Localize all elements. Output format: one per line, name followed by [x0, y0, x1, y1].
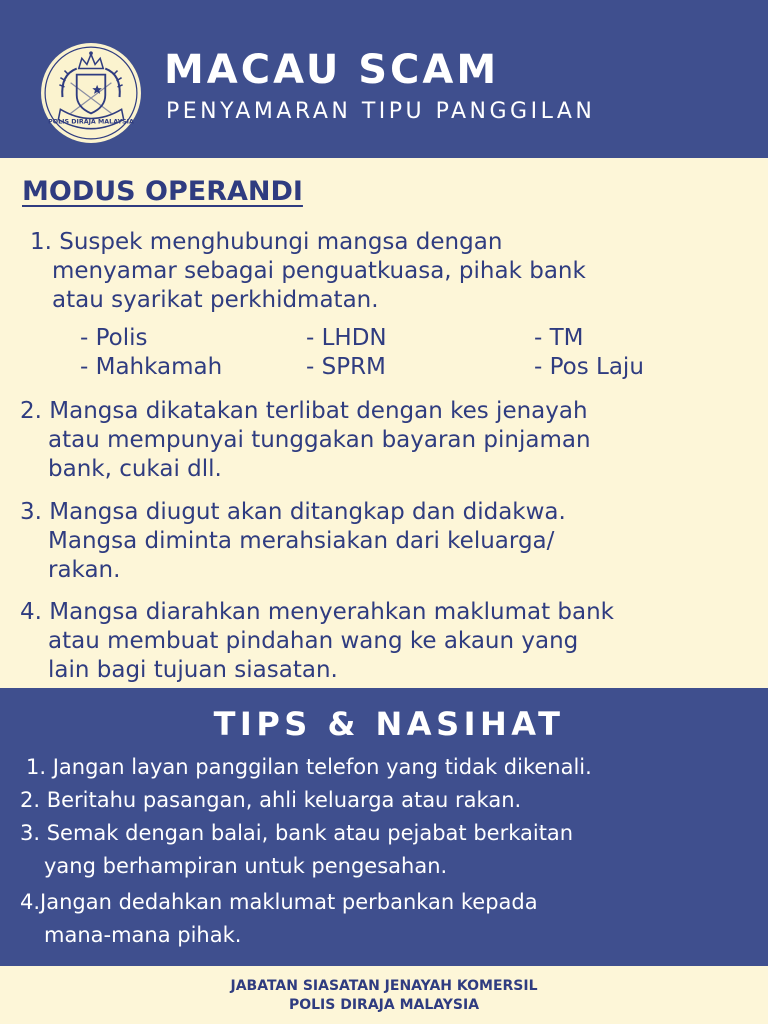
agency-item: - LHDN: [306, 325, 387, 351]
step-line: 2. Mangsa dikatakan terlibat dengan kes jenayah: [20, 398, 588, 424]
tip-line: mana-mana pihak.: [44, 923, 242, 947]
page-subtitle: PENYAMARAN TIPU PANGGILAN: [166, 99, 596, 124]
tip-item-4: [20, 886, 538, 952]
step-line: lain bagi tujuan siasatan.: [48, 657, 338, 683]
agency-item: - Pos Laju: [534, 354, 644, 380]
tip-line: 3. Semak dengan balai, bank atau pejabat berkaitan: [20, 821, 574, 845]
tip-item-2: [20, 784, 521, 817]
tip-item-3: [20, 817, 573, 883]
tip-item-1: [26, 751, 592, 784]
step-line: 3. Mangsa diugut akan ditangkap dan didakwa.: [20, 499, 566, 525]
tip-line: 2. Beritahu pasangan, ahli keluarga atau rakan.: [20, 788, 522, 812]
agency-item: - TM: [534, 325, 584, 351]
step-line: menyamar sebagai penguatkuasa, pihak bank: [52, 258, 586, 284]
page-title: MACAU SCAM: [164, 47, 500, 93]
agency-item: - Mahkamah: [80, 354, 223, 380]
step-line: atau membuat pindahan wang ke akaun yang: [48, 628, 579, 654]
agency-item: - SPRM: [306, 354, 386, 380]
step-line: atau mempunyai tunggakan bayaran pinjaman: [48, 427, 591, 453]
footer: [0, 966, 768, 1024]
footer-department: JABATAN SIASATAN JENAYAH KOMERSIL: [230, 978, 538, 994]
step-line: bank, cukai dll.: [48, 456, 222, 482]
footer-organization: POLIS DIRAJA MALAYSIA: [288, 997, 480, 1013]
modus-step-2: [20, 397, 591, 484]
step-line: 4. Mangsa diarahkan menyerahkan maklumat bank: [20, 599, 614, 625]
step-line: rakan.: [48, 557, 121, 583]
tips-heading: TIPS & NASIHAT: [213, 705, 565, 743]
modus-step-1: [30, 228, 586, 315]
step-line: Mangsa diminta merahsiakan dari keluarga/: [48, 528, 555, 554]
agency-item: - Polis: [80, 325, 148, 351]
police-crest-icon: [40, 42, 142, 144]
tip-line: yang berhampiran untuk pengesahan.: [44, 854, 448, 878]
tip-line: 1. Jangan layan panggilan telefon yang tidak dikenali.: [26, 755, 592, 779]
tip-line: 4.Jangan dedahkan maklumat perbankan kepada: [20, 890, 538, 914]
modus-step-4: [20, 598, 614, 685]
modus-operandi-heading: MODUS OPERANDI: [22, 176, 303, 207]
step-line: atau syarikat perkhidmatan.: [52, 287, 379, 313]
step-line: 1. Suspek menghubungi mangsa dengan: [30, 229, 503, 255]
modus-step-3: [20, 498, 566, 585]
svg-text:POLIS DIRAJA MALAYSIA: POLIS DIRAJA MALAYSIA: [48, 118, 134, 126]
